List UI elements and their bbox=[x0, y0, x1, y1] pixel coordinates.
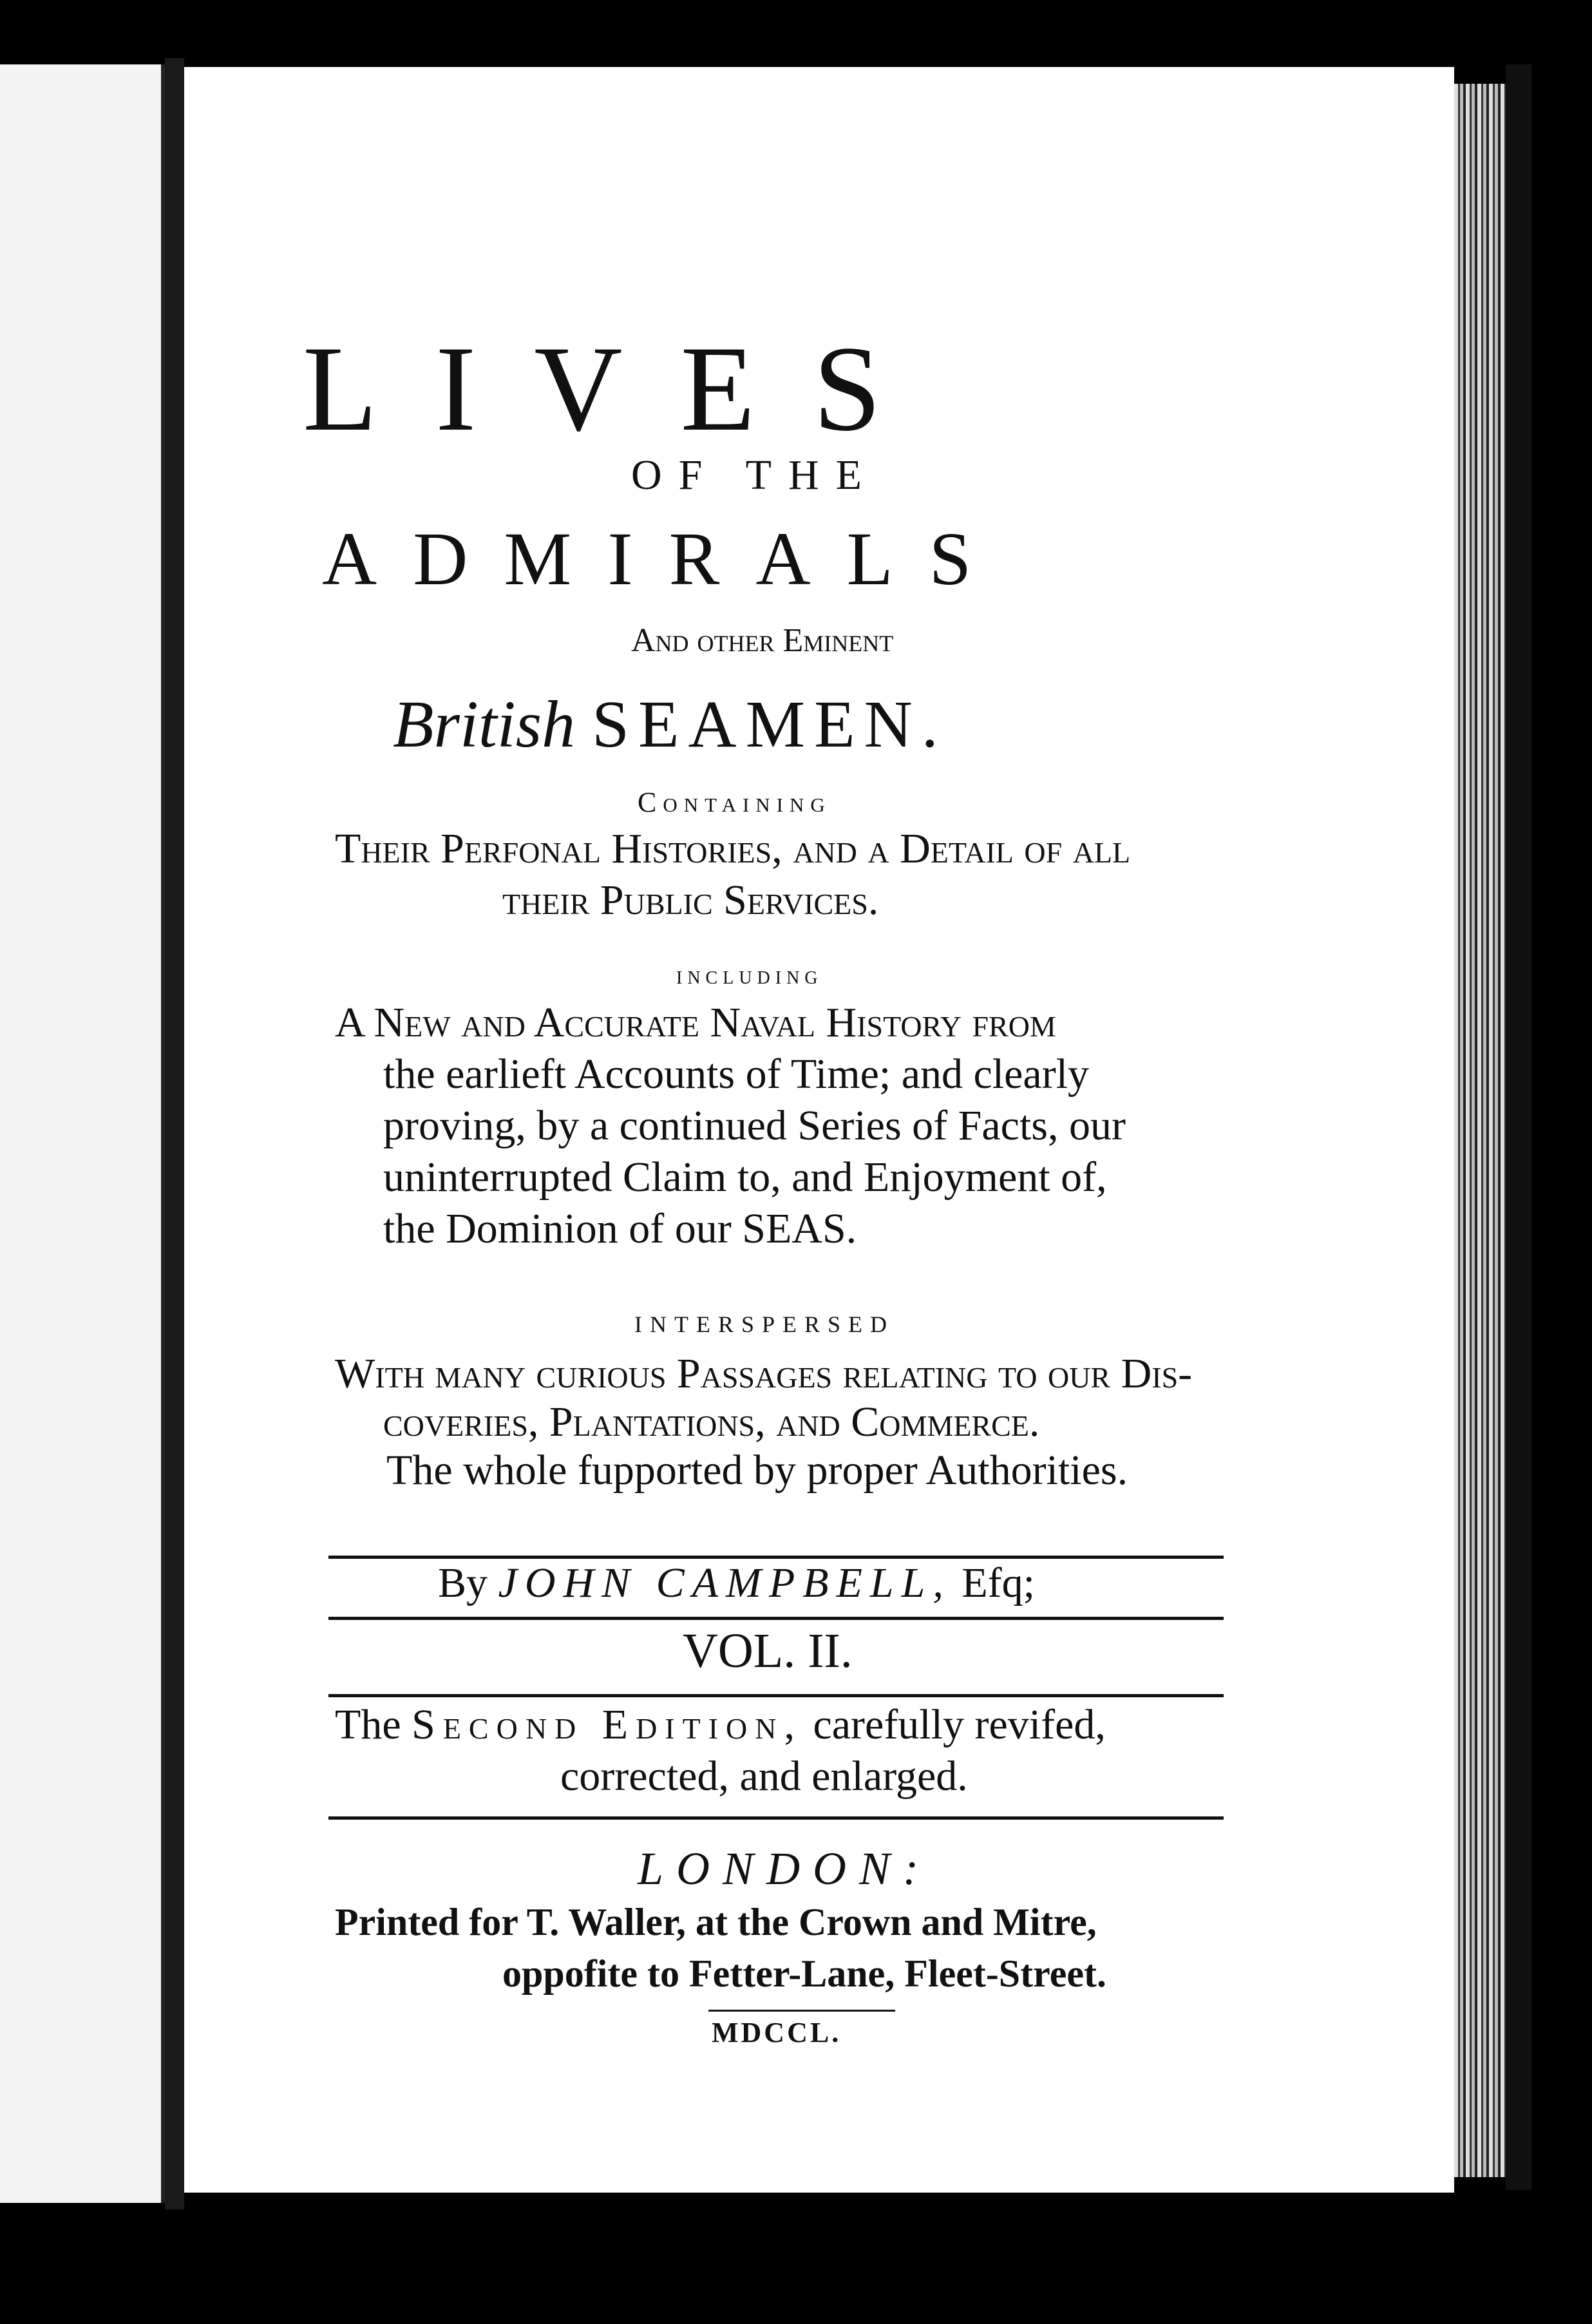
edition-line-1 bbox=[335, 1700, 1301, 1749]
interspersed-heading: INTERSPERSED bbox=[634, 1311, 895, 1337]
title-admirals: ADMIRALS bbox=[322, 517, 1008, 601]
divider-rule bbox=[328, 1694, 1224, 1697]
passages-line-3: The whole fupported by proper Authorities. bbox=[386, 1447, 1128, 1494]
naval-history-line-2: the earlieft Accounts of Time; and clearly bbox=[383, 1051, 1090, 1098]
subtitle-and-other-eminent: And other Eminent bbox=[631, 622, 894, 659]
author-name: JOHN CAMPBELL, bbox=[498, 1559, 951, 1606]
personal-histories-line-2: their Public Services. bbox=[502, 877, 879, 924]
british-word: British bbox=[393, 687, 576, 761]
naval-history-line-4: uninterrupted Claim to, and Enjoyment of, bbox=[383, 1154, 1107, 1201]
edition-second: Second Edition, bbox=[412, 1701, 802, 1748]
book-gutter bbox=[165, 58, 184, 2209]
including-heading: including bbox=[676, 960, 823, 989]
naval-history-line-1: A New and Accurate Naval History from bbox=[335, 999, 1056, 1046]
naval-history-line-5: the Dominion of our SEAS. bbox=[383, 1205, 857, 1252]
personal-histories-line-1: Their Perfonal Histories, and a Detail of all bbox=[335, 825, 1131, 872]
imprint-date: MDCCL. bbox=[712, 2017, 842, 2048]
containing-heading: Containing bbox=[638, 786, 831, 818]
book-cover-edge bbox=[1506, 64, 1531, 2190]
edition-the: The bbox=[335, 1701, 401, 1748]
edition-line-2: corrected, and enlarged. bbox=[560, 1753, 968, 1800]
divider-rule bbox=[328, 1617, 1224, 1620]
imprint-printer-line-2: oppofite to Fetter-Lane, Fleet-Street. bbox=[502, 1952, 1106, 1995]
imprint-printer-line-1: Printed for T. Waller, at the Crown and Mitre, bbox=[335, 1901, 1097, 1943]
date-rule bbox=[708, 2010, 895, 2012]
author-suffix: Efq; bbox=[962, 1559, 1035, 1606]
main-title-lives: LIVES bbox=[303, 321, 940, 457]
divider-rule bbox=[328, 1816, 1224, 1820]
subtitle-british-seamen bbox=[393, 686, 1359, 763]
left-page-edge bbox=[0, 64, 165, 2203]
by-word: By bbox=[438, 1559, 488, 1606]
volume-number: VOL. II. bbox=[683, 1624, 853, 1678]
passages-line-2: coveries, Plantations, and Commerce. bbox=[383, 1398, 1040, 1445]
naval-history-line-3: proving, by a continued Series of Facts, our bbox=[383, 1102, 1126, 1149]
edition-revised: carefully revifed, bbox=[813, 1701, 1106, 1748]
seamen-word: SEAMEN. bbox=[592, 687, 947, 761]
author-line bbox=[438, 1559, 1211, 1608]
passages-line-1: With many curious Passages relating to our Dis- bbox=[335, 1350, 1193, 1397]
title-of-the: OF THE bbox=[631, 452, 878, 499]
page-stack-edge bbox=[1454, 84, 1506, 2177]
imprint-city: LONDON: bbox=[638, 1843, 932, 1894]
